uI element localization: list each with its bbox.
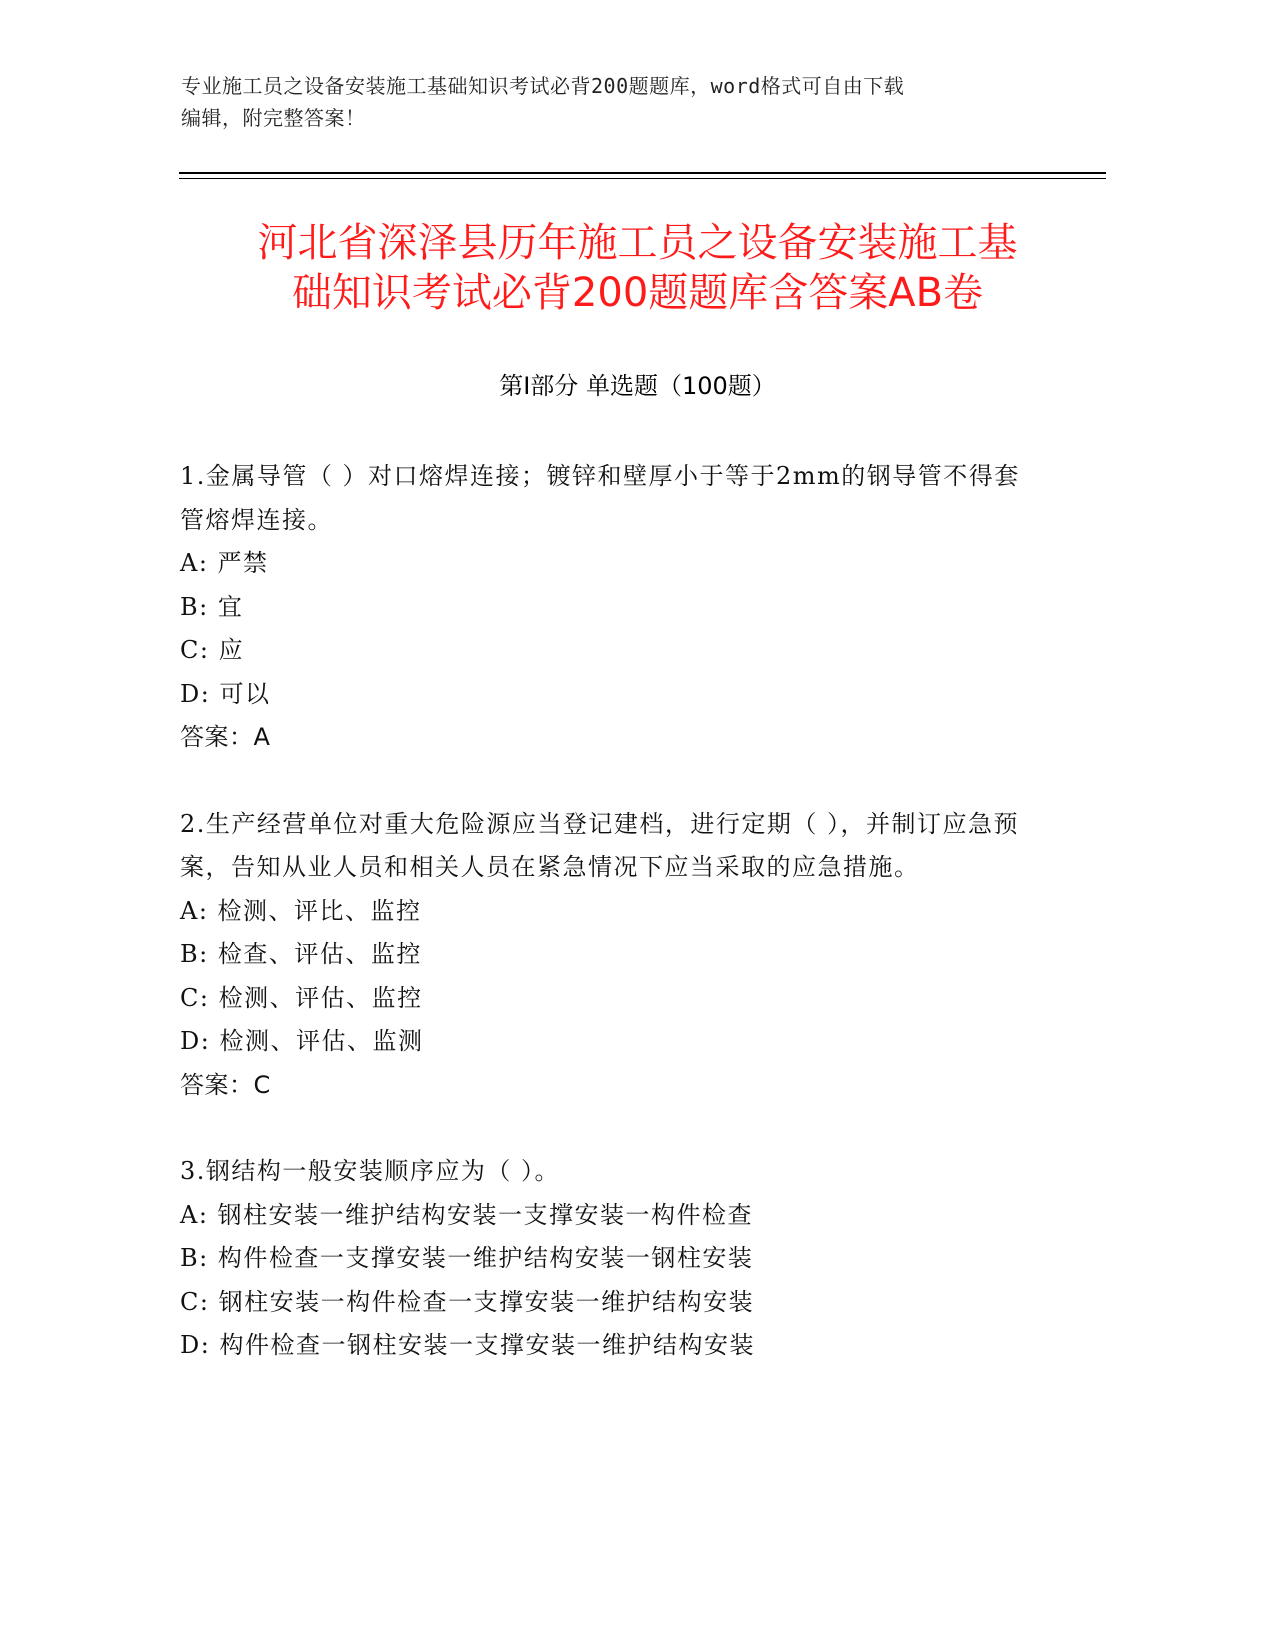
option-c: C: 检测、评估、监控 bbox=[180, 983, 423, 1012]
option-b: B: 构件检查一支撑安装一维护结构安装一钢柱安装 bbox=[180, 1244, 754, 1272]
option-a: A: 严禁 bbox=[180, 549, 269, 577]
option-c: C: 钢柱安装一构件检查一支撑安装一维护结构安装 bbox=[180, 1287, 755, 1316]
document-title-line-1: 河北省深泽县历年施工员之设备安装施工基 bbox=[257, 220, 1018, 266]
question-1 bbox=[180, 455, 1040, 760]
option-d: D: 检测、评估、监测 bbox=[180, 1027, 424, 1055]
answer: 答案：A bbox=[180, 723, 271, 751]
option-b: B: 检查、评估、监控 bbox=[180, 940, 422, 968]
section-title: 第Ⅰ部分 单选题（100题） bbox=[499, 372, 776, 400]
option-c: C: 应 bbox=[180, 636, 245, 664]
question-stem: 3.钢结构一般安装顺序应为（ ）。 bbox=[180, 1157, 561, 1185]
option-d: D: 可以 bbox=[180, 679, 271, 708]
answer: 答案：C bbox=[180, 1070, 271, 1099]
question-3 bbox=[180, 1150, 1040, 1368]
question-list bbox=[180, 455, 1040, 1411]
option-a: A: 检测、评比、监控 bbox=[180, 896, 422, 925]
question-2 bbox=[180, 803, 1040, 1108]
header-divider-thin bbox=[179, 178, 1106, 179]
document-title bbox=[150, 218, 1125, 318]
option-b: B: 宜 bbox=[180, 592, 244, 621]
document-title-line-2: 础知识考试必背200题题库含答案AB卷 bbox=[291, 270, 984, 316]
option-a: A: 钢柱安装一维护结构安装一支撑安装一构件检查 bbox=[180, 1200, 754, 1229]
header-note-line-2: 编辑，附完整答案！ bbox=[181, 106, 366, 130]
question-stem: 1.金属导管（ ）对口熔焊连接；镀锌和壁厚小于等于2mm的钢导管不得套管熔焊连接。 bbox=[180, 462, 1020, 534]
header-divider-thick bbox=[179, 172, 1106, 174]
header-note-line-1: 专业施工员之设备安装施工基础知识考试必背200题题库，word格式可自由下载 bbox=[181, 74, 905, 98]
question-stem: 2.生产经营单位对重大危险源应当登记建档，进行定期（ ），并制订应急预案，告知从业人员和相关人员在紧急情况下应当采取的应急措施。 bbox=[180, 809, 1020, 881]
header-note bbox=[181, 70, 1081, 134]
option-d: D: 构件检查一钢柱安装一支撑安装一维护结构安装 bbox=[180, 1331, 755, 1359]
